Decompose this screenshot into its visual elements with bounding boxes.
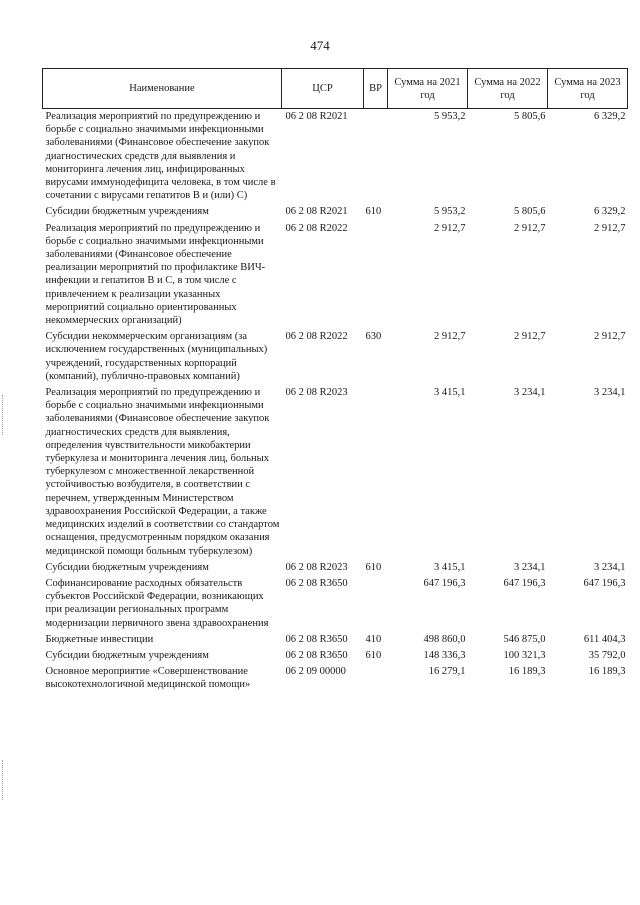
table-row bbox=[43, 560, 628, 576]
row-csr-code: 06 2 08 R2022 bbox=[285, 331, 348, 343]
row-sum-2023: 3 234,1 bbox=[594, 387, 626, 399]
row-sum-2022: 2 912,7 bbox=[514, 222, 546, 234]
row-sum-2021: 2 912,7 bbox=[434, 331, 466, 343]
row-sum-2022: 647 196,3 bbox=[503, 577, 546, 589]
row-vr-code: 610 bbox=[365, 649, 382, 661]
row-sum-2021: 647 196,3 bbox=[423, 577, 466, 589]
row-csr-code: 06 2 08 R2023 bbox=[285, 561, 348, 573]
row-csr-code: 06 2 08 R2022 bbox=[285, 222, 348, 234]
table-row bbox=[43, 204, 628, 220]
budget-table bbox=[42, 68, 628, 694]
row-name: Субсидии бюджетным учреждениям bbox=[45, 206, 209, 218]
row-sum-2022: 3 234,1 bbox=[514, 561, 546, 573]
column-header-sum-2022: Сумма на 2022 год bbox=[468, 69, 548, 109]
row-sum-2021: 3 415,1 bbox=[434, 387, 466, 399]
row-vr-code bbox=[364, 385, 388, 560]
column-header-name: Наименование bbox=[43, 69, 282, 109]
row-vr-code bbox=[364, 221, 388, 330]
row-sum-2022: 546 875,0 bbox=[503, 633, 546, 645]
table-row bbox=[43, 109, 628, 205]
row-csr-code: 06 2 08 R3650 bbox=[285, 649, 348, 661]
table-row bbox=[43, 221, 628, 330]
row-sum-2022: 2 912,7 bbox=[514, 331, 546, 343]
row-sum-2023: 2 912,7 bbox=[594, 222, 626, 234]
row-sum-2022: 5 805,6 bbox=[514, 206, 546, 218]
row-sum-2023: 647 196,3 bbox=[583, 577, 626, 589]
margin-scan-mark bbox=[2, 395, 6, 435]
table-body bbox=[43, 109, 628, 694]
column-header-csr: ЦСР bbox=[282, 69, 364, 109]
page-number: 474 bbox=[310, 38, 330, 53]
table-row bbox=[43, 632, 628, 648]
row-sum-2023: 2 912,7 bbox=[594, 331, 626, 343]
column-header-sum-2021: Сумма на 2021 год bbox=[388, 69, 468, 109]
row-csr-code: 06 2 08 R2021 bbox=[285, 206, 348, 218]
row-sum-2021: 2 912,7 bbox=[434, 222, 466, 234]
row-name: Реализация мероприятий по предупреждению и борьбе с социально значимыми инфекционными заболеваниями (Финансовое обеспечение реализации мероприятий по профилактике ВИЧ-инфекции и гепатитов В и С, в том числе с привлечением к реализации указанных мероприятий социально ориентированных некоммерческих организаций) bbox=[45, 222, 266, 327]
row-vr-code: 630 bbox=[365, 331, 382, 343]
table-row bbox=[43, 385, 628, 560]
row-name: Субсидии бюджетным учреждениям bbox=[45, 649, 209, 661]
row-vr-code: 610 bbox=[365, 206, 382, 218]
row-vr-code: 610 bbox=[365, 561, 382, 573]
row-name: Бюджетные инвестиции bbox=[45, 633, 154, 645]
row-sum-2022: 16 189,3 bbox=[508, 666, 546, 678]
table-row bbox=[43, 329, 628, 385]
row-sum-2022: 5 805,6 bbox=[514, 111, 546, 122]
row-sum-2021: 5 953,2 bbox=[434, 111, 466, 122]
row-csr-code: 06 2 08 R2021 bbox=[285, 111, 348, 122]
row-vr-code bbox=[364, 576, 388, 632]
column-header-vr: ВР bbox=[364, 69, 388, 109]
row-sum-2021: 498 860,0 bbox=[423, 633, 466, 645]
table-header bbox=[43, 69, 628, 109]
row-name: Софинансирование расходных обязательств субъектов Российской Федерации, возникающих при реализации региональных программ модернизации первичного звена здравоохранения bbox=[45, 577, 269, 629]
row-sum-2021: 16 279,1 bbox=[428, 666, 466, 678]
row-name: Основное мероприятие «Совершенствование высокотехнологичной медицинской помощи» bbox=[45, 666, 251, 691]
row-sum-2023: 6 329,2 bbox=[594, 206, 626, 218]
column-header-sum-2023: Сумма на 2023 год bbox=[548, 69, 628, 109]
row-csr-code: 06 2 08 R3650 bbox=[285, 633, 348, 645]
row-name: Реализация мероприятий по предупреждению и борьбе с социально значимыми инфекционными заболеваниями (Финансовое обеспечение закупок диагностических средств для выявления, определения чувствительности микобактерии туберкулеза и мониторинга лечения лиц, больных туберкулезом с множественной лекарственной устойчивостью возбудителя, в соответствии с перечнем, утвержденным Министерством здравоохранения Российской Федерации, а также медицинских изделий в соответствии со стандартом оснащения, предусмотренным порядком оказания медицинской помощи больным туберкулезом) bbox=[45, 387, 280, 557]
row-sum-2022: 100 321,3 bbox=[503, 649, 546, 661]
margin-scan-mark bbox=[2, 760, 6, 800]
row-sum-2023: 611 404,3 bbox=[583, 633, 626, 645]
table-row bbox=[43, 576, 628, 632]
row-name: Реализация мероприятий по предупреждению и борьбе с социально значимыми инфекционными заболеваниями (Финансовое обеспечение закупок диагностических средств для выявления и мониторинга лечения лиц, инфицированных вирусами иммунодефицита человека, в том числе в сочетании с вирусами гепатитов В и (или) С) bbox=[45, 111, 276, 202]
row-csr-code: 06 2 09 00000 bbox=[285, 666, 346, 678]
row-sum-2023: 16 189,3 bbox=[588, 666, 626, 678]
row-csr-code: 06 2 08 R3650 bbox=[285, 577, 348, 589]
row-vr-code bbox=[364, 664, 388, 693]
row-sum-2021: 148 336,3 bbox=[423, 649, 466, 661]
row-sum-2023: 35 792,0 bbox=[588, 649, 626, 661]
row-vr-code bbox=[364, 109, 388, 205]
row-csr-code: 06 2 08 R2023 bbox=[285, 387, 348, 399]
table-row bbox=[43, 648, 628, 664]
row-vr-code: 410 bbox=[365, 633, 382, 645]
row-name: Субсидии некоммерческим организациям (за исключением государственных (муниципальных) учреждений, государственных корпораций (компаний), публично-правовых компаний) bbox=[45, 331, 268, 382]
row-sum-2021: 5 953,2 bbox=[434, 206, 466, 218]
row-sum-2022: 3 234,1 bbox=[514, 387, 546, 399]
row-sum-2023: 6 329,2 bbox=[594, 111, 626, 122]
row-sum-2021: 3 415,1 bbox=[434, 561, 466, 573]
table-row bbox=[43, 664, 628, 693]
row-sum-2023: 3 234,1 bbox=[594, 561, 626, 573]
row-name: Субсидии бюджетным учреждениям bbox=[45, 561, 209, 573]
